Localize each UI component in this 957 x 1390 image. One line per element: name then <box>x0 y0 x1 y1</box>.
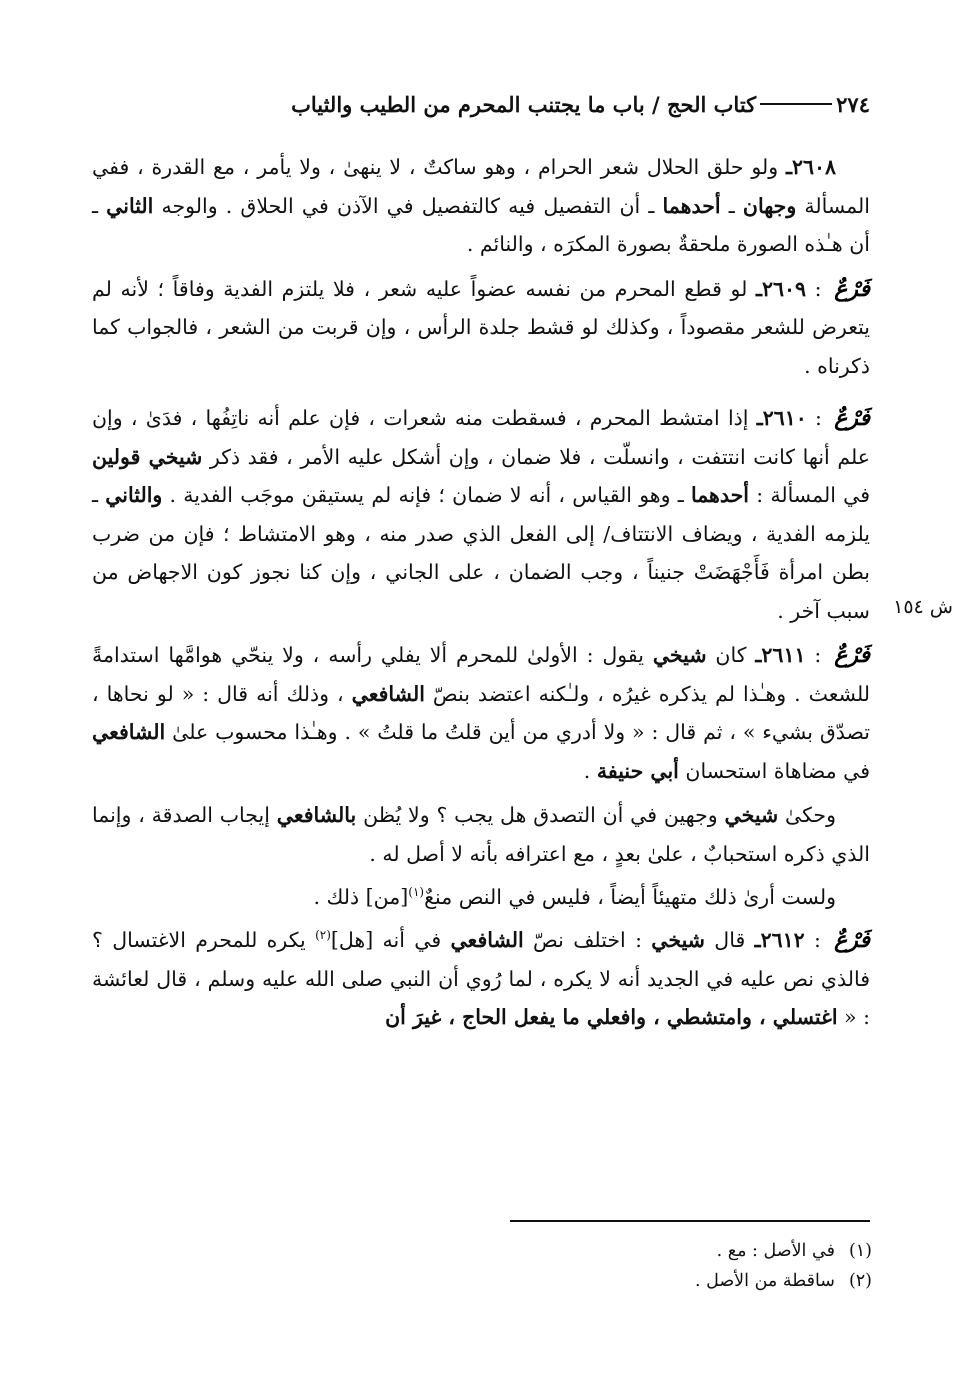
text-run: في أنه [هل] <box>330 928 451 953</box>
footnote-item <box>560 1266 872 1296</box>
bold-term: أحدهما <box>690 483 749 507</box>
far-label: فَرْعٌ <box>834 927 870 954</box>
bold-term: شيخي <box>652 643 707 667</box>
issue-number: ٢٦١١ـ <box>755 643 806 667</box>
text-run: ـ أن هـٰذه الصورة ملحقةٌ بصورة المكرَه ، والنائم . <box>92 193 870 256</box>
text-run: . <box>583 758 597 783</box>
text-run: وجهين في أن التصدق هل يجب ؟ ولا يُظن <box>356 803 725 827</box>
bold-term: بالشافعي <box>276 803 357 827</box>
bold-term: والثاني <box>105 483 163 507</box>
text-run: إذا امتشط المحرم ، فسقطت منه شعرات ، فإن علم أنه ناتِفُها ، فدَىٰ ، وإن علم أنها كانت انتتفت ، وانسلّت ، فلا ضمان ، وإن أشكل عليه الأمر ، فقد ذكر <box>92 406 870 469</box>
text-run: إيجاب الصدقة ، وإنما الذي ذكره استحبابٌ ، علىٰ بعدٍ ، مع اعترافه بأنه لا أصل له . <box>92 803 870 866</box>
far-label: فَرْعٌ <box>834 275 870 302</box>
far-label: فَرْعٌ <box>834 642 870 668</box>
text-run: ولو حلق الحلال شعر الحرام ، وهو ساكتٌ ، لا ينهىٰ ، ولا يأمر ، مع القدرة ، ففي المسألة <box>92 155 870 218</box>
bold-term: الثاني <box>106 193 154 218</box>
footnote-number: (٢) <box>848 1271 872 1291</box>
footnote-item <box>560 1236 872 1266</box>
text-run: ـ يلزمه الفدية ، ويضاف الانتتاف/ إلى الفعل الذي صدر منه ، وهو الامتشاط ؛ فإن من ضرب بطن امرأة فَأَجْهَضَتْ جنيناً ، وجب الضمان ، على الجاني ، وإن كنا نجوز كون الاجهاض من سبب آخر . <box>92 483 870 623</box>
margin-manuscript-ref: ش ١٥٤ <box>893 596 953 618</box>
bold-term: أبي حنيفة <box>596 758 679 783</box>
bold-term: شيخي <box>724 803 779 827</box>
text-run: قال <box>704 928 755 953</box>
text-run: كان <box>706 643 756 667</box>
bold-term: وجهان <box>742 193 797 218</box>
bold-term: الشافعي <box>450 928 524 953</box>
bold-term: أحدهما <box>662 193 721 218</box>
bold-quote: اغتسلي ، وامتشطي ، وافعلي ما يفعل الحاج ، غيرَ أن <box>385 1005 838 1030</box>
issue-number: ٢٦١٠ـ <box>756 406 807 430</box>
paragraph-2610: فَرْعٌ : ٢٦١٠ـ إذا امتشط المحرم ، فسقطت منه شعرات ، فإن علم أنه ناتِفُها ، فدَىٰ ، وإن علم أنها كانت انتتفت ، وانسلّت ، فلا ضمان ، وإن أشكل عليه الأمر ، فقد ذكر شيخي قولين في المسألة : أحدهما ـ وهو القياس ، أنه لا ضمان ؛ فإنه لم يستيقن موجَب الفدية . والثاني ـ يلزمه الفدية ، ويضاف الانتتاف/ إلى الفعل الذي صدر منه ، وهو الامتشاط ؛ فإن من ضرب بطن امرأة فَأَجْهَضَتْ جنيناً ، وجب الضمان ، على الجاني ، وإن كنا نجوز كون الاجهاض من سبب آخر . <box>92 405 870 623</box>
footnotes <box>560 1236 872 1296</box>
paragraph-2608 <box>92 148 870 264</box>
issue-number: ٢٦١٢ـ <box>754 928 805 953</box>
paragraph-2611: فَرْعٌ : ٢٦١١ـ كان شيخي يقول : الأولىٰ للمحرم ألا يفلي رأسه ، ولا ينحّي هوامَّها استدامةً للشعث . وهـٰذا لم يذكره غيرُه ، ولـٰكنه اعتضد بنصّ الشافعي ، وذلك أنه قال : « لو نحاها ، تصدّق بشيء » ، ثم قال : « ولا أدري من أين قلتُ ما قلتُ » . وهـٰذا محسوب علىٰ الشافعي في مضاهاة استحسان أبي حنيفة . <box>92 642 870 783</box>
footnote-ref-1: (١) <box>408 885 425 899</box>
text-run: ـ <box>720 193 743 218</box>
text-run: ولست أرىٰ ذلك متهيئاً أيضاً ، فليس في النص منعٌ <box>424 884 836 909</box>
page-number: ٢٧٤ <box>836 91 870 117</box>
paragraph-commentary-2 <box>92 873 870 916</box>
far-label: فَرْعٌ <box>834 405 870 431</box>
header-rule <box>760 103 832 105</box>
issue-number: ٢٦٠٨ـ <box>785 155 836 179</box>
text-run: ـ وهو القياس ، أنه لا ضمان ؛ فإنه لم يستيقن موجَب الفدية . <box>162 483 691 507</box>
text-run: [من] ذلك . <box>313 884 409 909</box>
footnote-ref-2: (٢) <box>315 928 331 943</box>
text-run: ـ أن التفصيل فيه كالتفصيل في الآذن في الحلاق . والوجه <box>153 193 663 218</box>
footnote-text: ساقطة من الأصل . <box>694 1271 835 1291</box>
issue-number: ٢٦٠٩ـ <box>755 276 807 301</box>
bold-term: الشافعي <box>92 720 166 744</box>
text-run: وحكىٰ <box>778 803 837 827</box>
footnote-separator <box>510 1220 870 1222</box>
bold-term: شيخي قولين <box>92 444 203 469</box>
paragraph-2609: فَرْعٌ : ٢٦٠٩ـ لو قطع المحرم من نفسه عضواً عليه شعر ، فلا يلتزم الفدية وفاقاً ؛ لأنه لم يتعرض للشعر مقصوداً ، وكذلك لو قشط جلدة الرأس ، وإن قربت من الشعر ، فالجواب كما ذكرناه . <box>92 275 870 378</box>
text-run: : اختلف نصّ <box>523 928 652 953</box>
text-run: في المسألة : <box>749 483 870 507</box>
text-run: في مضاهاة استحسان <box>678 758 870 783</box>
bold-term: الشافعي <box>351 681 425 706</box>
footnote-text: في الأصل : مع . <box>716 1241 835 1261</box>
running-title: كتاب الحج / باب ما يجتنب المحرم من الطيب والثياب <box>291 91 757 117</box>
text-run: يقول : الأولىٰ للمحرم ألا يفلي رأسه ، ولا ينحّي هوامَّها استدامةً للشعث . وهـٰذا لم يذكره غيرُه ، ولـٰكنه اعتضد بنصّ <box>92 643 870 706</box>
text-run: ، وذلك أنه قال : « لو نحاها ، تصدّق بشيء » ، ثم قال : « ولا أدري من أين قلتُ ما قلتُ » . وهـٰذا محسوب علىٰ <box>92 681 870 744</box>
page-body <box>92 148 870 1037</box>
page-header <box>92 84 870 124</box>
footnote-number: (١) <box>848 1241 872 1261</box>
paragraph-2612: فَرْعٌ : ٢٦١٢ـ قال شيخي : اختلف نصّ الشافعي في أنه [هل]$^{(٢)}$ يكره للمحرم الاغتسال ؟ فالذي نص عليه في الجديد أنه لا يكره ، لما رُوي أن النبي صلى الله عليه وسلم ، قال لعائشة : « اغتسلي ، وامتشطي ، وافعلي ما يفعل الحاج ، غيرَ أن <box>92 927 870 1030</box>
text-run: لو قطع المحرم من نفسه عضواً عليه شعر ، فلا يلتزم الفدية وفاقاً ؛ لأنه لم يتعرض للشعر مقصوداً ، وكذلك لو قشط جلدة الرأس ، وإن قربت من الشعر ، فالجواب كما ذكرناه . <box>92 276 870 378</box>
text-run: يكره للمحرم الاغتسال ؟ فالذي نص عليه في الجديد أنه لا يكره ، لما رُوي أن النبي صلى الله عليه وسلم ، قال لعائشة : « <box>92 928 870 1030</box>
bold-term: شيخي <box>651 928 705 953</box>
paragraph-commentary-1 <box>92 796 870 873</box>
